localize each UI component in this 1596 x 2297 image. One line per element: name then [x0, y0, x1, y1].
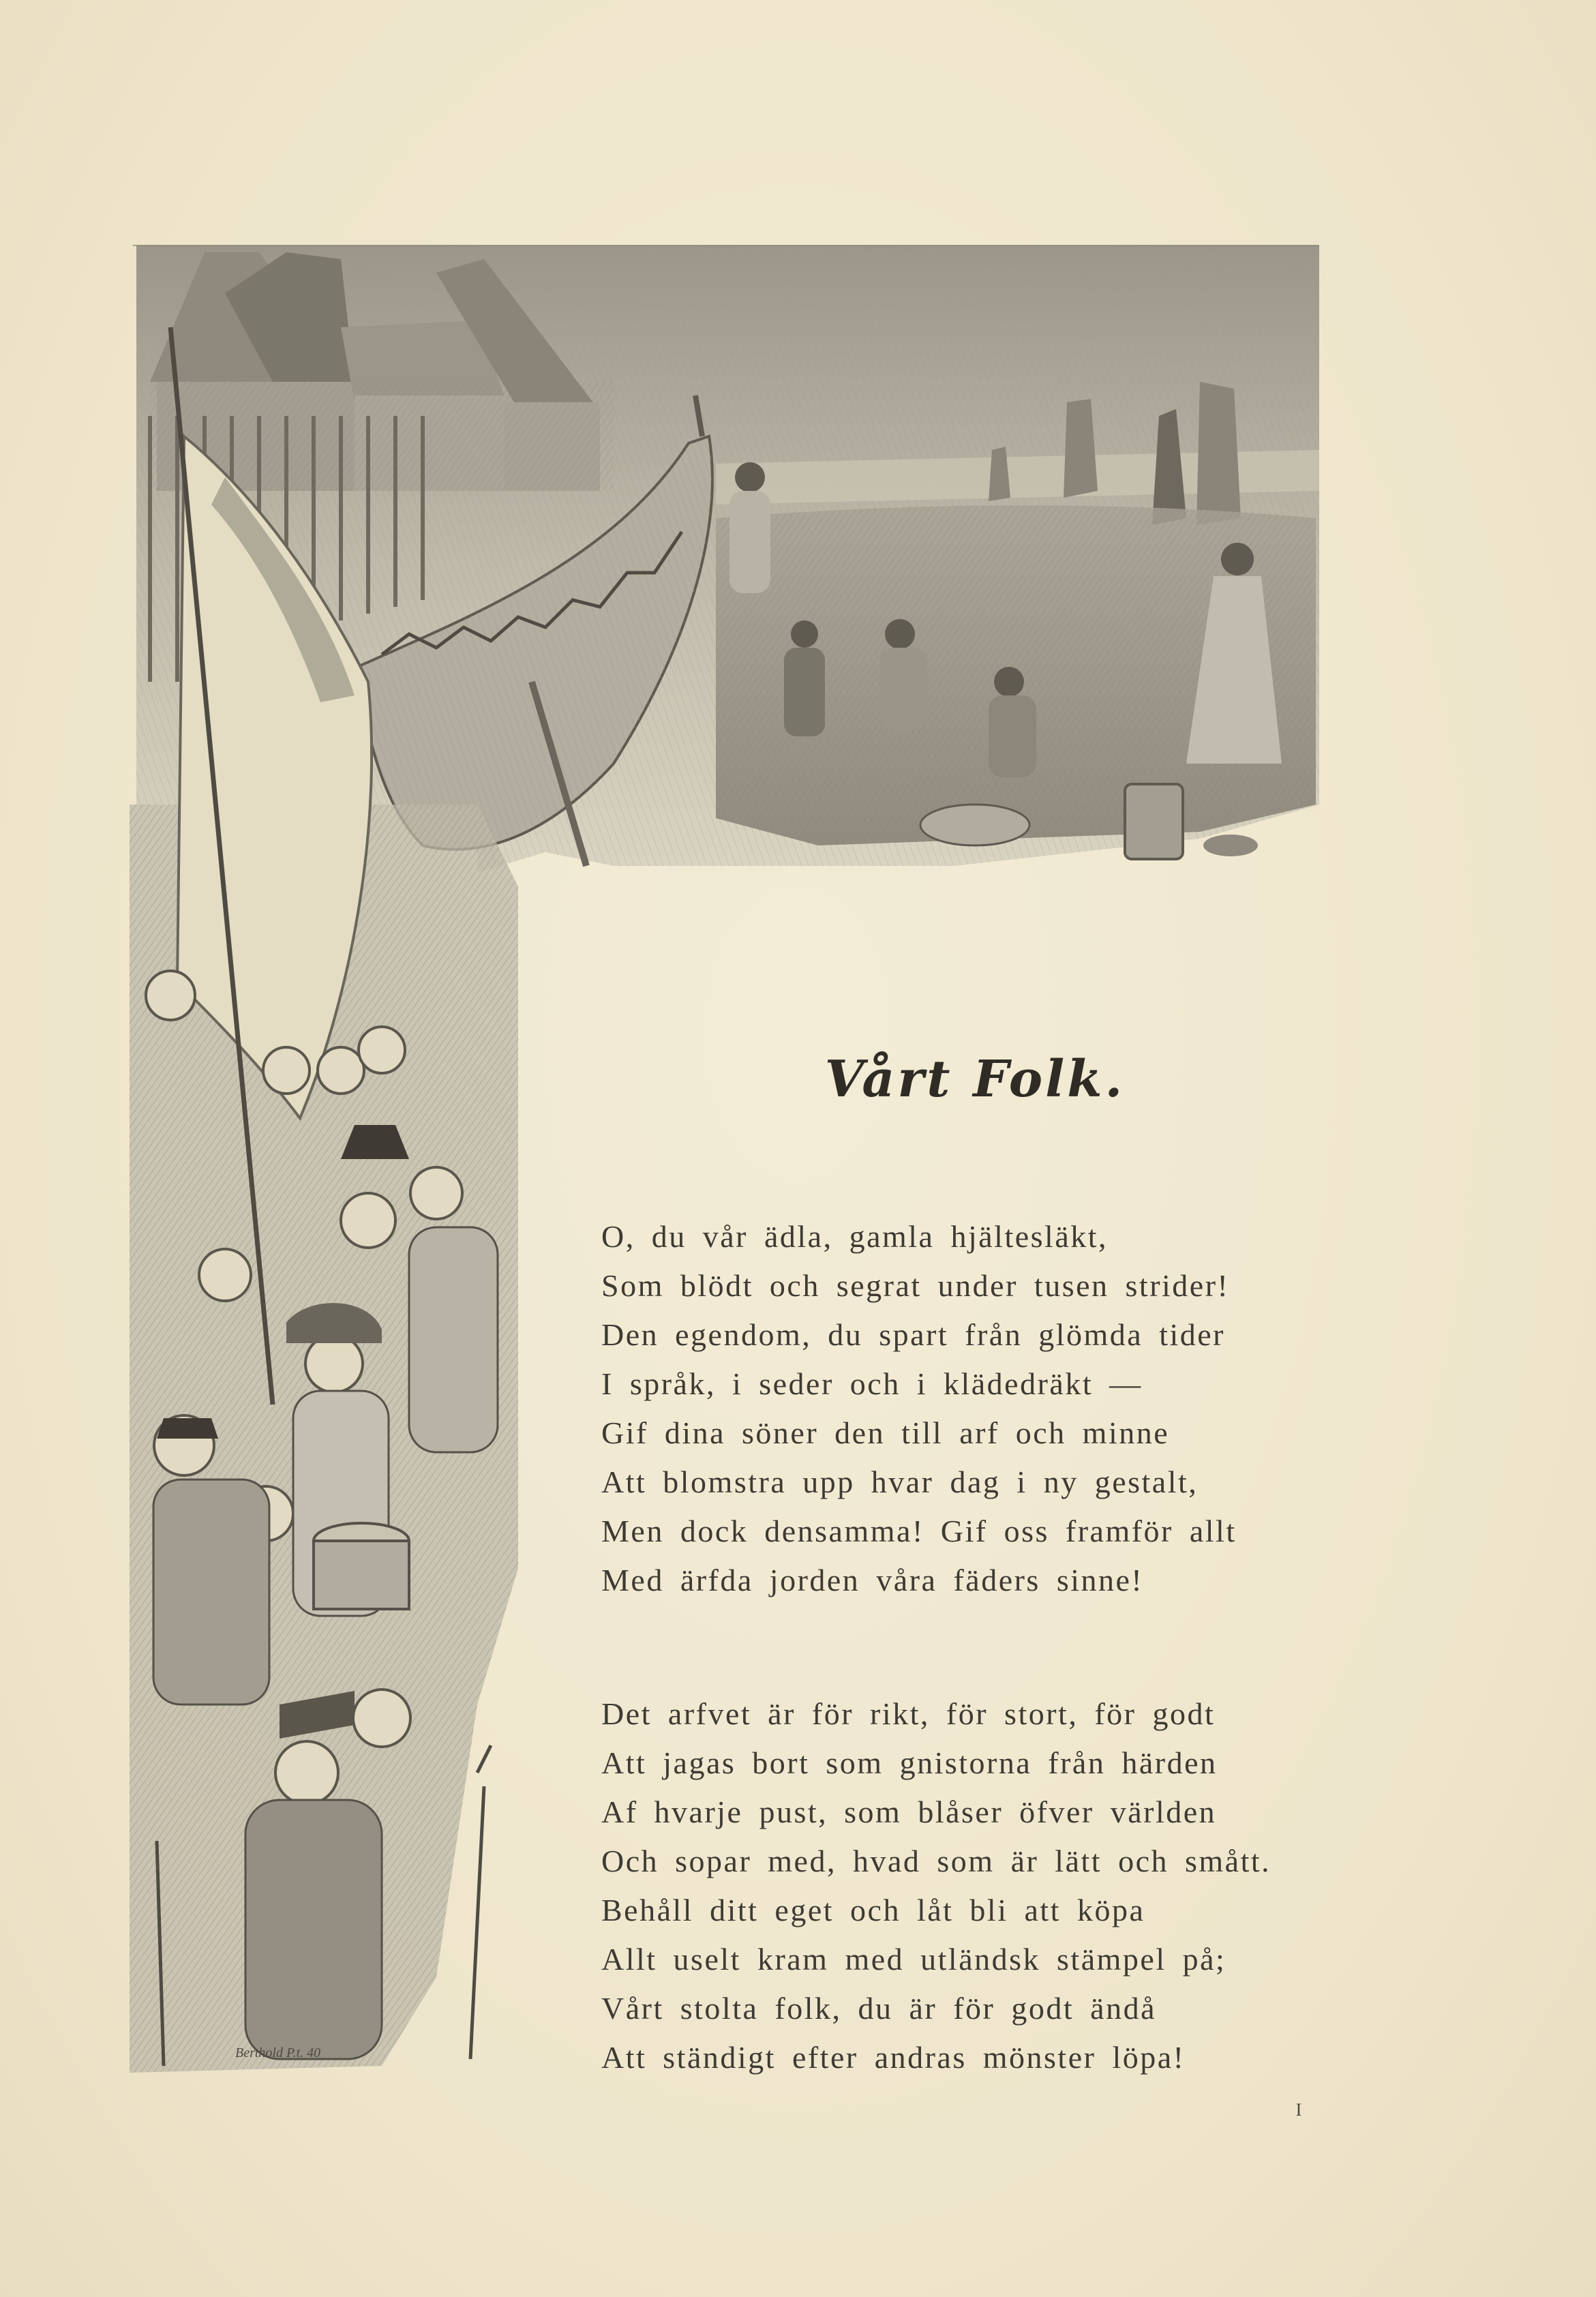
poem-line: I språk, i seder och i klädedräkt — [601, 1366, 1143, 1401]
poem-line: Som blödt och segrat under tusen strider! [601, 1268, 1230, 1303]
engraver-signature: Berthold P.t. 40 [235, 2045, 321, 2060]
poem-line: Att jagas bort som gnistorna från härden [601, 1745, 1218, 1780]
stanza-1 [601, 1212, 1338, 1605]
poem-line: Att ständigt efter andras mönster löpa! [601, 2040, 1186, 2075]
poem-line: Att blomstra upp hvar dag i ny gestalt, [601, 1465, 1199, 1499]
poem-line: Allt uselt kram med utländsk stämpel på; [601, 1942, 1226, 1977]
poem-line: Den egendom, du spart från glömda tider [601, 1317, 1225, 1352]
poem-line: Behåll ditt eget och låt bli att köpa [601, 1893, 1145, 1927]
poem-line: Och sopar med, hvad som är lätt och smått. [601, 1844, 1271, 1878]
poem-title: Vårt Folk. [824, 1050, 1126, 1109]
poem-line: Men dock densamma! Gif oss framför allt [601, 1514, 1237, 1548]
poem-line: Vårt stolta folk, du är för godt ändå [601, 1991, 1156, 2026]
stanza-2 [601, 1690, 1338, 2082]
poem-line: Det arfvet är för rikt, för stort, för godt [601, 1696, 1216, 1731]
poem-line: Med ärfda jorden våra fäders sinne! [601, 1563, 1144, 1597]
poem-line: Gif dina söner den till arf och minne [601, 1415, 1170, 1450]
poem-line: Af hvarje pust, som blåser öfver världen [601, 1795, 1217, 1829]
page-number: I [1295, 2100, 1302, 2120]
poem-line: O, du vår ädla, gamla hjältesläkt, [601, 1219, 1109, 1254]
